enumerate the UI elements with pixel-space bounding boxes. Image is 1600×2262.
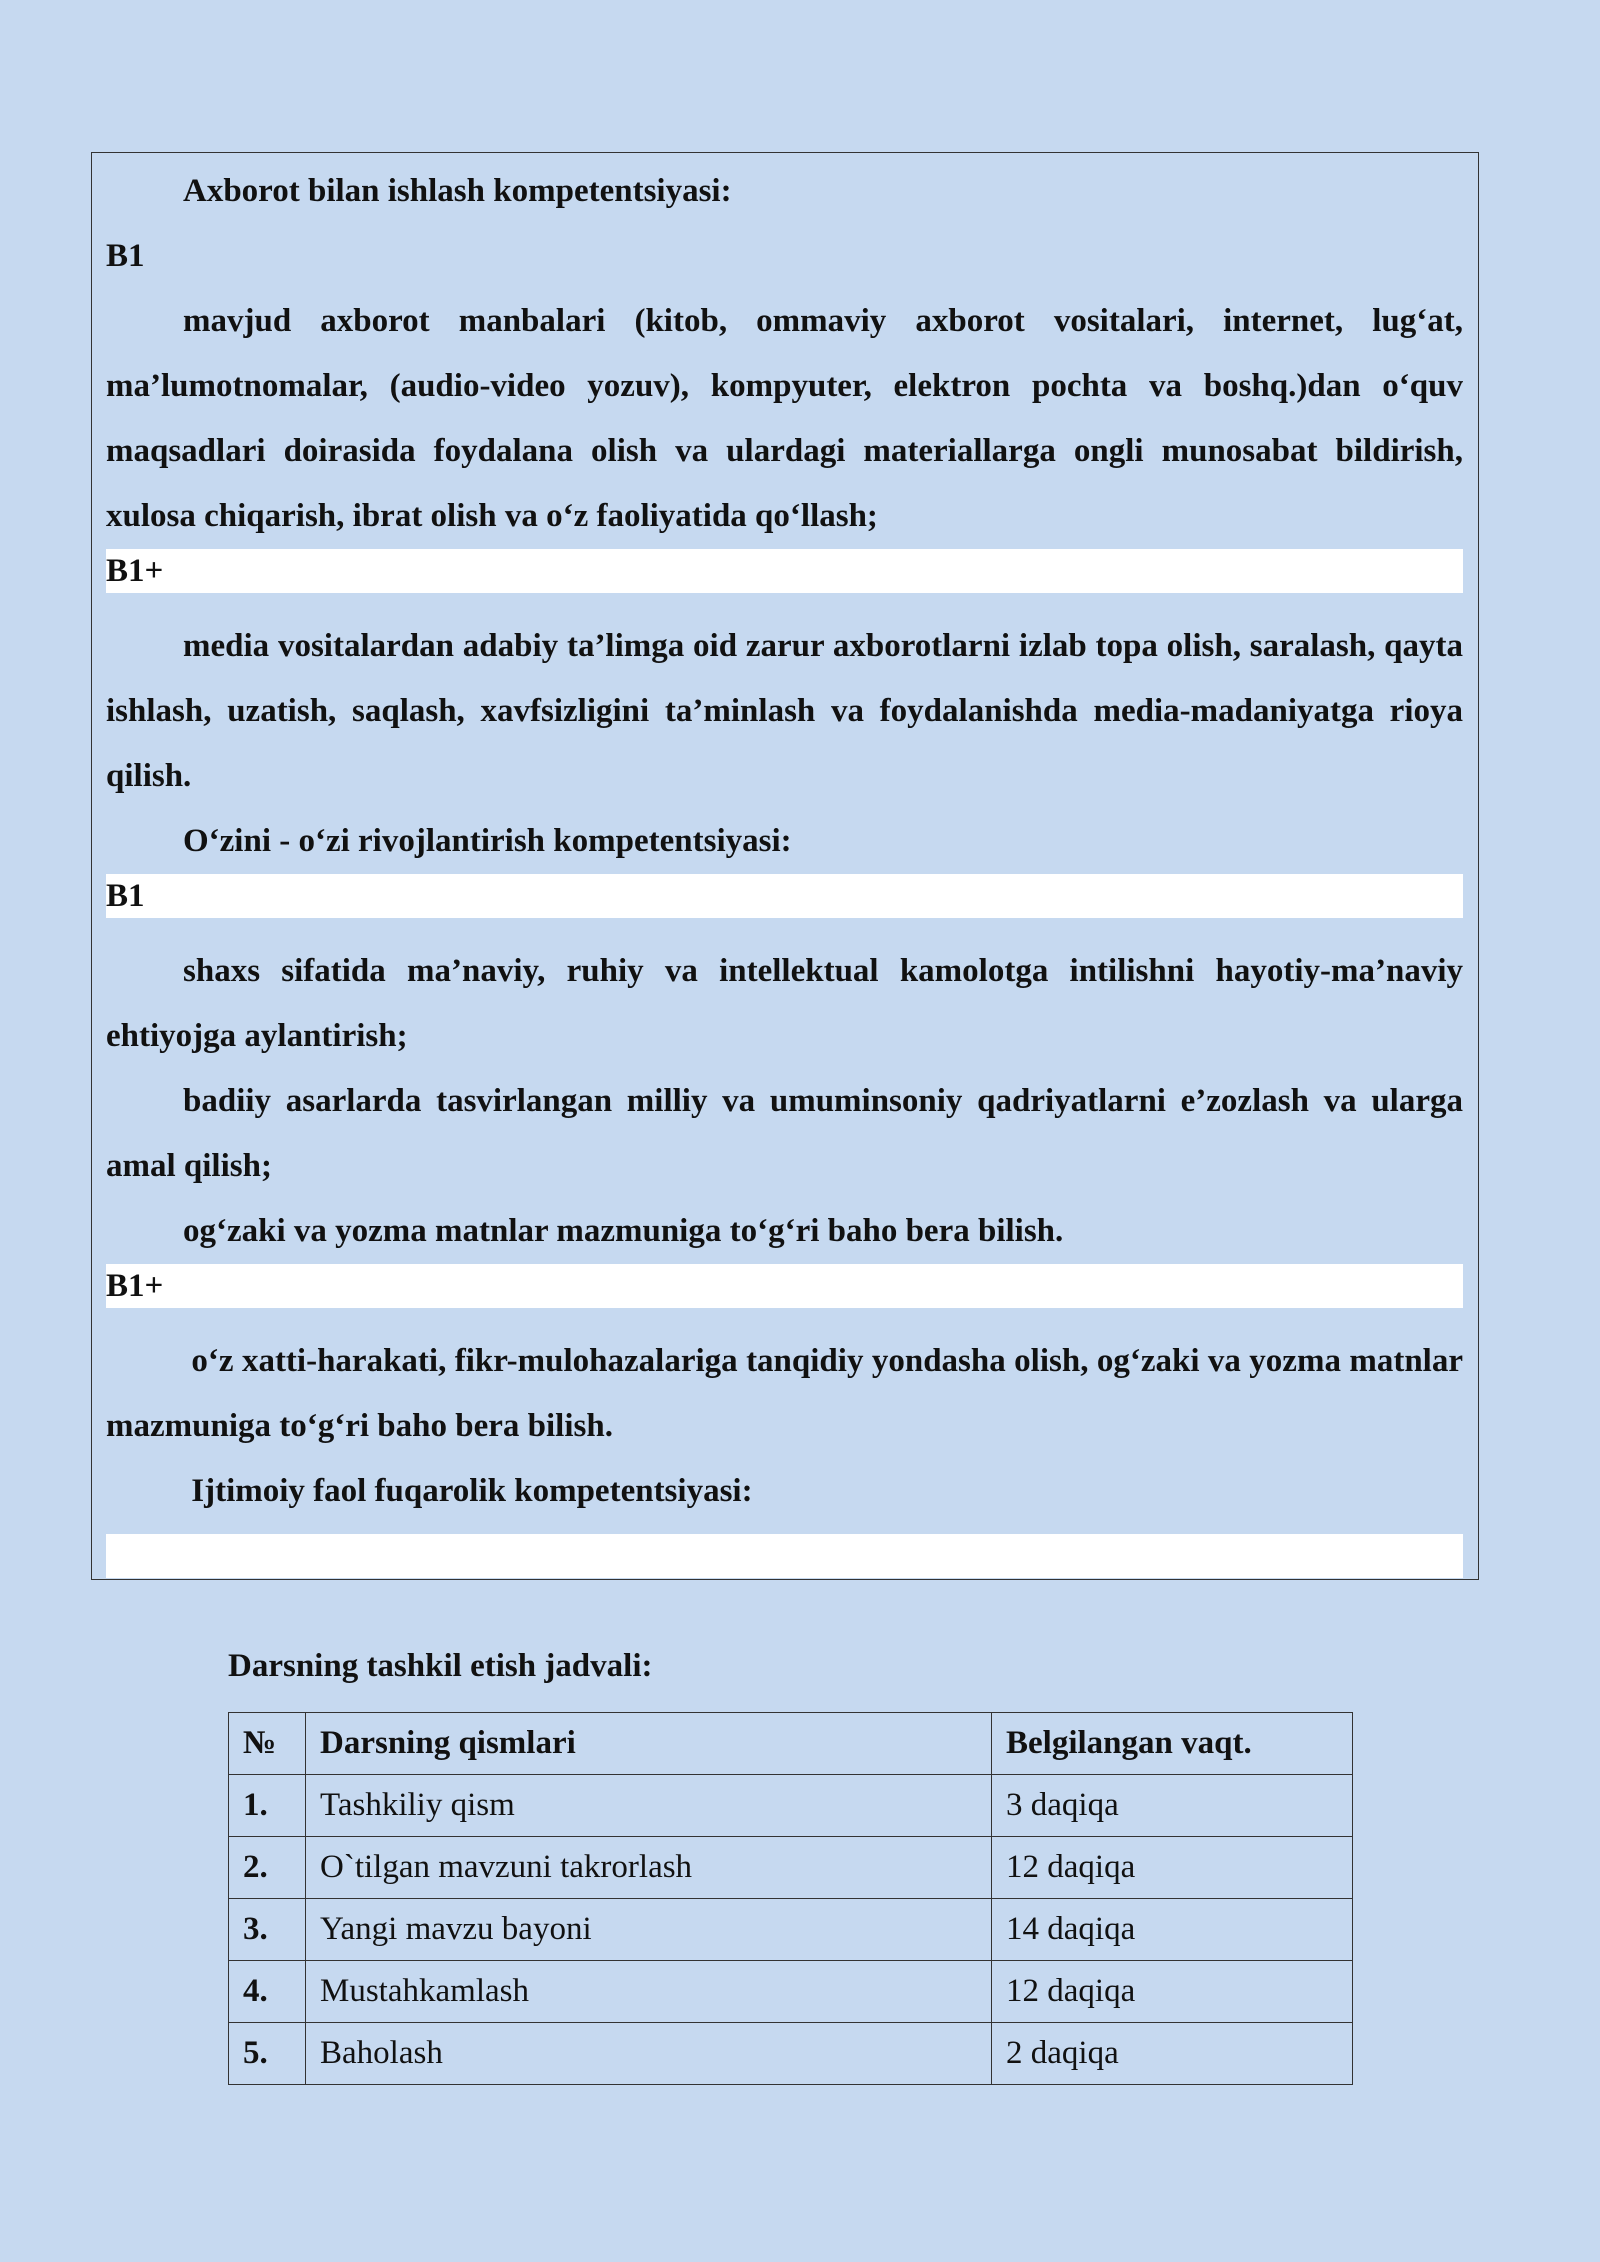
ozini-b1plus-label: B1+ <box>106 1264 1463 1329</box>
ijtimoiy-heading: Ijtimoiy faol fuqarolik kompetentsiyasi: <box>183 1473 753 1509</box>
row-time: 3 daqiqa <box>992 1775 1353 1837</box>
axborot-heading: Axborot bilan ishlash kompetentsiyasi: <box>183 173 732 209</box>
ozini-b1-label: B1 <box>106 874 1463 939</box>
axborot-b1plus-text: media vositalardan adabiy ta’limga oid zarur axborotlarni izlab topa olish, saralash, qayta ishlash, uzatish, saqlash, xavfsizligini ta’minlash va foydalanishda media-madaniyatga rioya qilish. <box>106 628 1463 794</box>
ozini-b1-text-3: og‘zaki va yozma matnlar mazmuniga to‘g‘ri baho bera bilish. <box>183 1213 1064 1249</box>
row-number: 3. <box>229 1899 306 1961</box>
row-time: 12 daqiqa <box>992 1837 1353 1899</box>
schedule-table <box>228 1712 1353 2085</box>
row-number: 5. <box>229 2023 306 2085</box>
row-part: O`tilgan mavzuni takrorlash <box>306 1837 992 1899</box>
row-part: Mustahkamlash <box>306 1961 992 2023</box>
table-header-row <box>229 1713 1353 1775</box>
table-row <box>229 1961 1353 2023</box>
ozini-b1plus-text: o‘z xatti-harakati, fikr-mulohazalariga tanqidiy yondasha olish, og‘zaki va yozma matnlar mazmuniga to‘g‘ri baho bera bilish. <box>106 1343 1472 1444</box>
row-part: Yangi mavzu bayoni <box>306 1899 992 1961</box>
row-number: 4. <box>229 1961 306 2023</box>
row-time: 12 daqiqa <box>992 1961 1353 2023</box>
table-row <box>229 1837 1353 1899</box>
ozini-b1-text-2: badiiy asarlarda tasvirlangan milliy va umuminsoniy qadriyatlarni e’zozlash va ularga amal qilish; <box>106 1083 1463 1184</box>
empty-content-bar <box>106 1534 1463 1578</box>
table-row <box>229 1775 1353 1837</box>
axborot-b1-label: B1 <box>106 238 145 274</box>
row-part: Baholash <box>306 2023 992 2085</box>
table-row <box>229 1899 1353 1961</box>
schedule-title: Darsning tashkil etish jadvali: <box>228 1648 653 1684</box>
row-number: 1. <box>229 1775 306 1837</box>
header-time: Belgilangan vaqt. <box>992 1713 1353 1775</box>
row-time: 2 daqiqa <box>992 2023 1353 2085</box>
row-time: 14 daqiqa <box>992 1899 1353 1961</box>
table-row <box>229 2023 1353 2085</box>
competencies-box <box>91 152 1479 1580</box>
axborot-b1-text: mavjud axborot manbalari (kitob, ommaviy axborot vositalari, internet, lug‘at, ma’lumotnomalar, (audio-video yozuv), kompyuter, elektron pochta va boshq.)dan o‘quv maqsadlari doirasida foydalana olish va ulardagi materiallarga ongli munosabat bildirish, xulosa chiqarish, ibrat olish va o‘z faoliyatida qo‘llash; <box>106 303 1463 534</box>
ozini-heading: O‘zini - o‘zi rivojlantirish kompetentsiyasi: <box>183 823 792 859</box>
ozini-b1-text-1: shaxs sifatida ma’naviy, ruhiy va intellektual kamolotga intilishni hayotiy-ma’naviy ehtiyojga aylantirish; <box>106 953 1463 1054</box>
axborot-b1plus-label: B1+ <box>106 549 1463 614</box>
row-number: 2. <box>229 1837 306 1899</box>
header-part: Darsning qismlari <box>306 1713 992 1775</box>
row-part: Tashkiliy qism <box>306 1775 992 1837</box>
header-number: № <box>229 1713 306 1775</box>
